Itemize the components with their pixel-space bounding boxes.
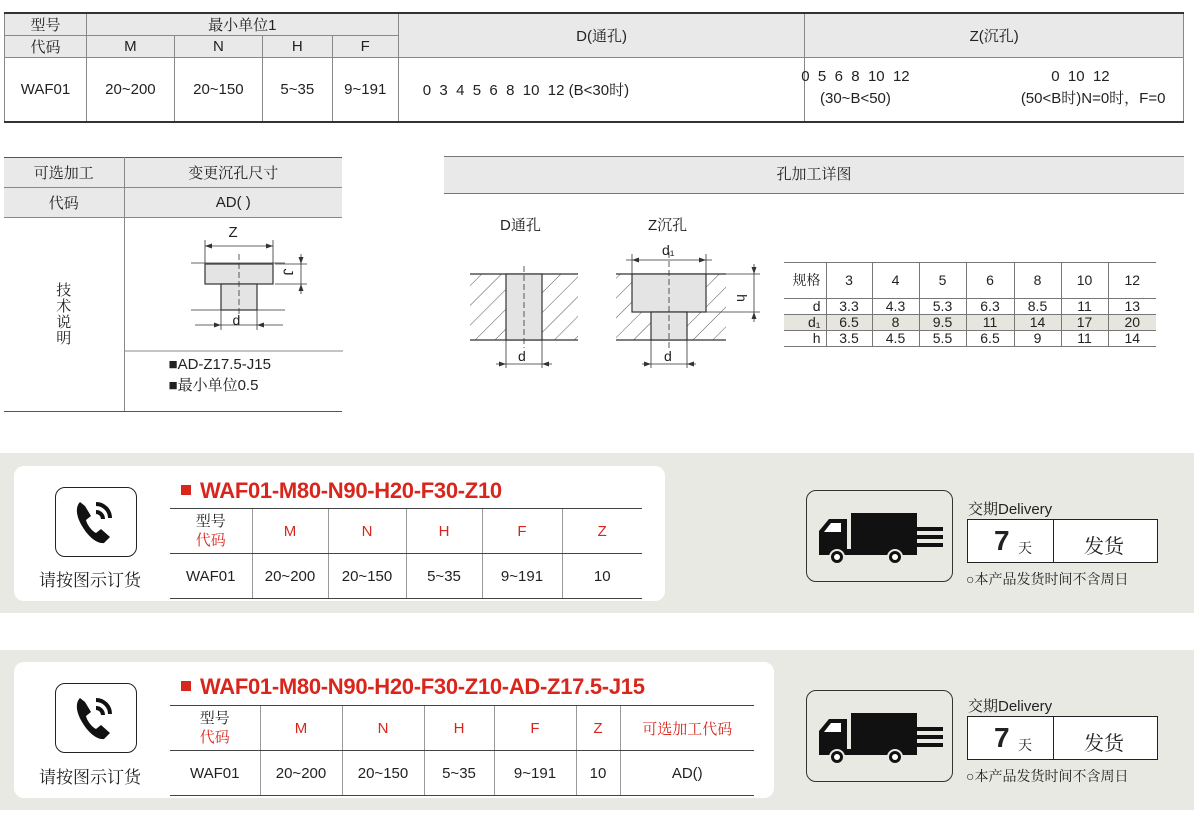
phone-icon: [56, 684, 136, 752]
hole-detail-drawing: [460, 236, 780, 376]
cell-m: 20~200: [86, 58, 174, 122]
delivery-days: 7: [994, 722, 1010, 753]
size-row-label: d: [784, 299, 826, 315]
order-header-type-code: 型号 代码: [170, 509, 252, 554]
header-option-code: 代码: [4, 188, 124, 218]
delivery-title: 交期Delivery: [968, 501, 1053, 518]
size-cell: 4.3: [872, 299, 919, 315]
through-hole-label: D通孔: [500, 217, 541, 234]
header-optional-processing: 可选加工: [4, 158, 124, 188]
counterbore-dim-d1: d₁: [662, 242, 675, 258]
header-type: 型号: [5, 13, 87, 36]
order-table-1: [170, 508, 642, 599]
phone-icon-box: [55, 487, 137, 557]
delivery-days: 7: [994, 525, 1010, 556]
order-value-z: 10: [576, 751, 620, 796]
order-value-f: 9~191: [482, 554, 562, 599]
size-cell: 6.5: [826, 315, 872, 331]
size-header: 3: [826, 263, 872, 299]
option-table: [4, 157, 342, 412]
size-row-d1: [784, 315, 1156, 331]
header-code: 代码: [5, 36, 87, 58]
size-cell: 11: [1061, 331, 1108, 347]
phone-icon: [56, 488, 136, 556]
cell-code: WAF01: [5, 58, 87, 122]
delivery-title: 交期Delivery: [968, 698, 1053, 715]
hole-detail-header: 孔加工详图: [444, 156, 1184, 194]
size-cell: 14: [1014, 315, 1061, 331]
dim-label-z: Z: [228, 224, 238, 241]
order-header-h: H: [406, 509, 482, 554]
order-card-1: [14, 466, 665, 601]
order-value-code: WAF01: [170, 751, 260, 796]
order-header-h: H: [424, 706, 494, 751]
delivery-days-unit: 天: [1018, 737, 1032, 753]
cell-z-values: [801, 58, 1184, 122]
size-row-label: h: [784, 331, 826, 347]
size-cell: 6.3: [966, 299, 1014, 315]
order-header-m: M: [260, 706, 342, 751]
delivery-days-box: [967, 716, 1055, 760]
tech-note-label: 技术说明: [4, 218, 124, 412]
size-cell: 11: [1061, 299, 1108, 315]
counterbore-dim-d: d: [664, 348, 672, 364]
truck-icon: [807, 491, 952, 581]
order-value-m: 20~200: [260, 751, 342, 796]
size-header-spec: 规格: [784, 263, 826, 299]
size-row-h: [784, 331, 1156, 347]
order-caption: 请按图示订货: [39, 768, 141, 787]
order-header-n: N: [328, 509, 406, 554]
size-cell: 4.5: [872, 331, 919, 347]
counterbore-label: Z沉孔: [648, 217, 688, 234]
size-header-row: [784, 263, 1156, 299]
size-header: 12: [1108, 263, 1156, 299]
header-m: M: [86, 36, 174, 58]
option-code-value: AD( ): [124, 188, 342, 218]
order-header-f: F: [482, 509, 562, 554]
size-cell: 3.3: [826, 299, 872, 315]
order-value-code: WAF01: [170, 554, 252, 599]
cell-d-values: 0 3 4 5 6 8 10 12 (B<30时): [398, 58, 805, 122]
z-range1-note: (30~B<50): [820, 90, 891, 107]
size-cell: 5.3: [919, 299, 966, 315]
size-cell: 9: [1014, 331, 1061, 347]
size-header: 6: [966, 263, 1014, 299]
dim-label-j: J: [280, 268, 296, 276]
size-cell: 8.5: [1014, 299, 1061, 315]
truck-icon-box: [806, 490, 953, 582]
order-header-n: N: [342, 706, 424, 751]
note-min-unit: ■最小单位0.5: [168, 377, 259, 394]
header-d-through-hole: D(通孔): [398, 13, 805, 58]
note-ad-example: ■AD-Z17.5-J15: [168, 356, 271, 373]
z-values-range2: 0 10 12: [1051, 68, 1110, 85]
delivery-ship: 发货: [1084, 536, 1124, 558]
order-value-m: 20~200: [252, 554, 328, 599]
size-cell: 3.5: [826, 331, 872, 347]
size-cell: 13: [1108, 299, 1156, 315]
counterbore-dim-h: h: [733, 294, 750, 302]
cell-f: 9~191: [332, 58, 398, 122]
order-code-2: WAF01-M80-N90-H20-F30-Z10-AD-Z17.5-J15: [181, 674, 645, 700]
size-cell: 8: [872, 315, 919, 331]
dim-label-d: d: [232, 312, 241, 328]
delivery-ship-box: [1053, 716, 1158, 760]
size-cell: 14: [1108, 331, 1156, 347]
through-hole-dim-d: d: [518, 348, 526, 364]
order-header-z: Z: [562, 509, 642, 554]
size-cell: 6.5: [966, 331, 1014, 347]
header-n: N: [174, 36, 262, 58]
order-example-band-2: [0, 650, 1194, 810]
order-header-z: Z: [576, 706, 620, 751]
size-header: 10: [1061, 263, 1108, 299]
order-value-h: 5~35: [406, 554, 482, 599]
truck-icon-box: [806, 690, 953, 782]
size-header: 4: [872, 263, 919, 299]
order-header-optional-code: 可选加工代码: [620, 706, 754, 751]
order-code-1: WAF01-M80-N90-H20-F30-Z10: [181, 478, 502, 504]
order-card-2: [14, 662, 774, 798]
size-cell: 11: [966, 315, 1014, 331]
order-example-band-1: [0, 453, 1194, 613]
cell-n: 20~150: [174, 58, 262, 122]
truck-icon: [807, 691, 952, 781]
phone-icon-box: [55, 683, 137, 753]
size-row-d: [784, 299, 1156, 315]
order-header-type-code: 型号 代码: [170, 706, 260, 751]
header-f: F: [332, 36, 398, 58]
order-table-2: [170, 705, 754, 796]
delivery-ship: 发货: [1084, 733, 1124, 755]
size-cell: 5.5: [919, 331, 966, 347]
header-z-counterbore: Z(沉孔): [805, 13, 1184, 58]
cell-h: 5~35: [262, 58, 332, 122]
size-header: 8: [1014, 263, 1061, 299]
order-value-h: 5~35: [424, 751, 494, 796]
order-header-m: M: [252, 509, 328, 554]
hole-size-table: [784, 262, 1156, 347]
size-cell: 9.5: [919, 315, 966, 331]
header-min-unit: 最小单位1: [86, 13, 398, 36]
size-cell: 17: [1061, 315, 1108, 331]
size-header: 5: [919, 263, 966, 299]
size-cell: 20: [1108, 315, 1156, 331]
spec-table: [4, 12, 1184, 123]
size-row-label: d₁: [784, 315, 826, 331]
order-header-f: F: [494, 706, 576, 751]
delivery-days-unit: 天: [1018, 540, 1032, 556]
delivery-ship-box: [1053, 519, 1158, 563]
header-change-counterbore: 变更沉孔尺寸: [124, 158, 342, 188]
order-value-n: 20~150: [328, 554, 406, 599]
order-caption: 请按图示订货: [39, 571, 141, 590]
delivery-note: ○本产品发货时间不含周日: [966, 571, 1129, 587]
delivery-days-box: [967, 519, 1055, 563]
z-values-range1: 0 5 6 8 10 12: [801, 68, 910, 85]
delivery-note: ○本产品发货时间不含周日: [966, 768, 1129, 784]
header-h: H: [262, 36, 332, 58]
order-value-z: 10: [562, 554, 642, 599]
z-range2-note: (50<B时)N=0时，F=0: [1020, 90, 1166, 107]
counterbore-figure-cell: [124, 218, 342, 412]
order-value-f: 9~191: [494, 751, 576, 796]
order-value-n: 20~150: [342, 751, 424, 796]
order-value-optional-code: AD(): [620, 751, 754, 796]
